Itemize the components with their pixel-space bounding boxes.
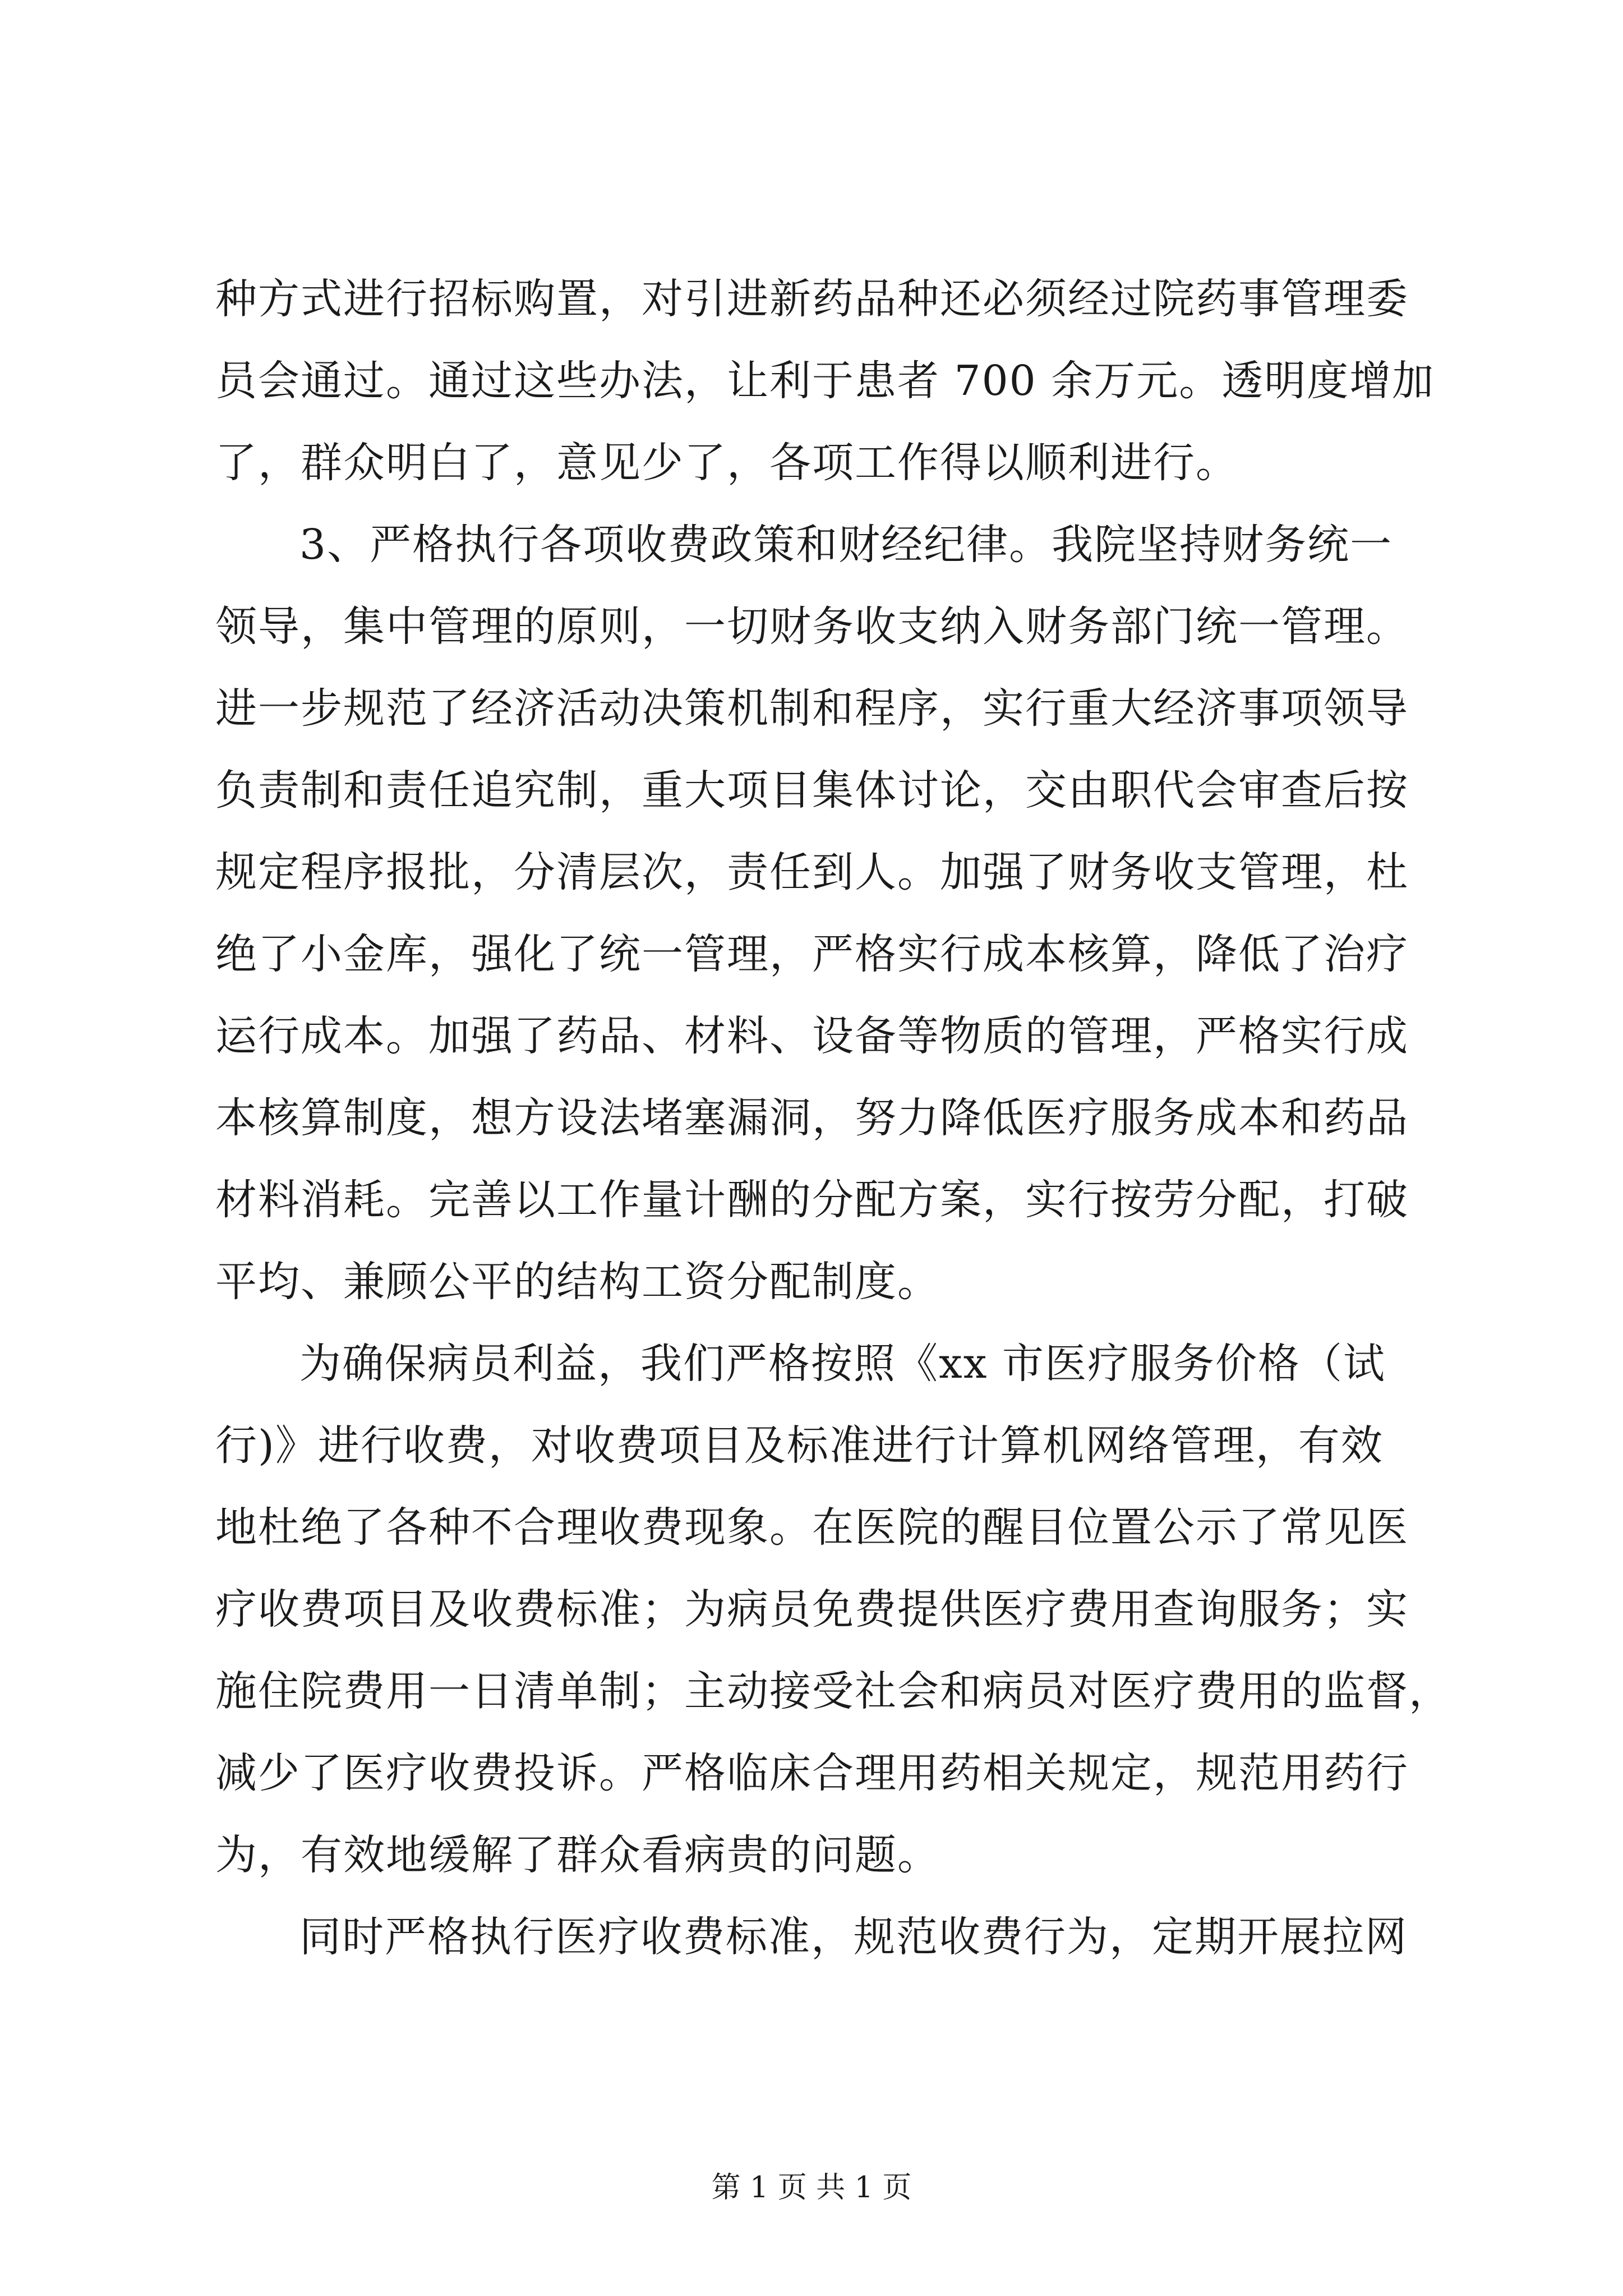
text-line: 负责制和责任追究制，重大项目集体讨论，交由职代会审查后按 [215, 766, 1409, 815]
paragraph-start-line: 3、严格执行各项收费政策和财经纪律。我院坚持财务统一 [299, 521, 1393, 569]
page-number-label: 第 1 页 共 1 页 [711, 2171, 912, 2205]
text-line: 为，有效地缓解了群众看病贵的问题。 [215, 1831, 940, 1879]
text-line: 了，群众明白了，意见少了，各项工作得以顺利进行。 [215, 439, 1238, 487]
text-line: 地杜绝了各种不合理收费现象。在医院的醒目位置公示了常见医 [215, 1503, 1409, 1552]
text-line: 平均、兼顾公平的结构工资分配制度。 [215, 1258, 940, 1306]
text-line: 领导，集中管理的原则，一切财务收支纳入财务部门统一管理。 [215, 602, 1409, 651]
text-line: 规定程序报批，分清层次，责任到人。加强了财务收支管理，杜 [215, 848, 1409, 896]
text-line: 种方式进行招标购置，对引进新药品种还必须经过院药事管理委 [215, 275, 1409, 323]
text-line: 材料消耗。完善以工作量计酬的分配方案，实行按劳分配，打破 [215, 1176, 1409, 1224]
text-line: 施住院费用一日清单制；主动接受社会和病员对医疗费用的监督， [215, 1667, 1451, 1715]
text-line: 运行成本。加强了药品、材料、设备等物质的管理，严格实行成 [215, 1012, 1409, 1060]
paragraph-start-line: 同时严格执行医疗收费标准，规范收费行为，定期开展拉网 [299, 1913, 1408, 1961]
text-line: 减少了医疗收费投诉。严格临床合理用药相关规定，规范用药行 [215, 1749, 1409, 1797]
text-line: 员会通过。通过这些办法，让利于患者 700 余万元。透明度增加 [215, 357, 1435, 405]
text-line: 本核算制度，想方设法堵塞漏洞，努力降低医疗服务成本和药品 [215, 1094, 1409, 1142]
page-footer [0, 2170, 1623, 2206]
text-line: 进一步规范了经济活动决策机制和程序，实行重大经济事项领导 [215, 684, 1409, 733]
text-line: 疗收费项目及收费标准；为病员免费提供医疗费用查询服务；实 [215, 1585, 1409, 1634]
document-body [215, 258, 1451, 1978]
text-line: 绝了小金库，强化了统一管理，严格实行成本核算，降低了治疗 [215, 930, 1409, 978]
paragraph-start-line: 为确保病员利益，我们严格按照《xx 市医疗服务价格（试 [299, 1340, 1386, 1388]
text-line: 行)》进行收费，对收费项目及标准进行计算机网络管理，有效 [215, 1421, 1384, 1470]
